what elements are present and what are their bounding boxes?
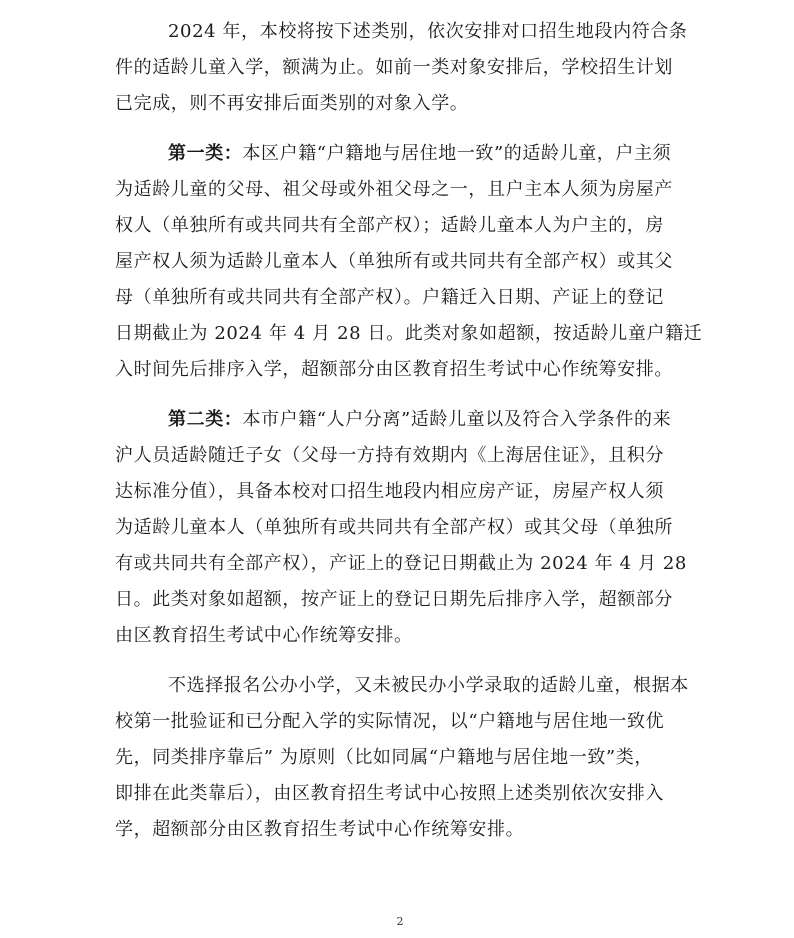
text-line: 屋产权人须为适龄儿童本人（单独所有或共同共有全部产权）或其父 — [115, 251, 673, 272]
text-line: 即排在此类靠后），由区教育招生考试中心按照上述类别依次安排入 — [115, 783, 664, 804]
text-line: 日。此类对象如超额，按产证上的登记日期先后排序入学，超额部分 — [115, 589, 673, 610]
text-line: 2024 年，本校将按下述类别，依次安排对口招生地段内符合条 — [168, 21, 688, 42]
text-line: 件的适龄儿童入学，额满为止。如前一类对象安排后，学校招生计划 — [115, 57, 673, 78]
text-line: 权人（单独所有或共同共有全部产权）；适龄儿童本人为户主的，房 — [115, 215, 664, 236]
text-line: 不选择报名公办小学，又未被民办小学录取的适龄儿童，根据本 — [168, 675, 689, 696]
category-one-heading: 第一类： — [168, 143, 243, 164]
text-fragment: 本区户籍“户籍地与居住地一致”的适龄儿童，户主须 — [242, 143, 672, 164]
text-line: 入时间先后排序入学，超额部分由区教育招生考试中心作统筹安排。 — [115, 359, 673, 380]
text-line: 母（单独所有或共同共有全部产权）。户籍迁入日期、产证上的登记 — [115, 287, 664, 308]
text-line: 为适龄儿童本人（单独所有或共同共有全部产权）或其父母（单独所 — [115, 517, 673, 538]
text-line: 有或共同共有全部产权），产证上的登记日期截止为 2024 年 4 月 28 — [115, 553, 687, 574]
category-two-heading: 第二类： — [168, 409, 243, 430]
text-line: 达标准分值），具备本校对口招生地段内相应房产证，房屋产权人须 — [115, 481, 664, 502]
page-number: 2 — [396, 915, 404, 928]
text-line — [115, 402, 675, 438]
text-line: 校第一批验证和已分配入学的实际情况，以“户籍地与居住地一致优 — [115, 711, 665, 732]
paragraph-category-one — [115, 136, 703, 388]
paragraph-unassigned — [115, 668, 689, 848]
text-line — [115, 136, 675, 172]
paragraph-intro — [115, 14, 688, 122]
text-line: 先，同类排序靠后” 为原则（比如同属“户籍地与居住地一致”类， — [115, 747, 653, 768]
text-line: 学，超额部分由区教育招生考试中心作统筹安排。 — [115, 819, 525, 840]
text-line: 沪人员适龄随迁子女（父母一方持有效期内《上海居住证》，且积分 — [115, 445, 664, 466]
paragraph-category-two — [115, 402, 687, 654]
text-fragment: 本市户籍“人户分离”适龄儿童以及符合入学条件的来 — [242, 409, 672, 430]
text-line: 日期截止为 2024 年 4 月 28 日。此类对象如超额，按适龄儿童户籍迁 — [115, 323, 703, 344]
document-body — [115, 14, 703, 862]
text-line: 为适龄儿童的父母、祖父母或外祖父母之一，且户主本人须为房屋产 — [115, 179, 673, 200]
text-line: 由区教育招生考试中心作统筹安排。 — [115, 625, 413, 646]
text-line: 已完成，则不再安排后面类别的对象入学。 — [115, 93, 469, 114]
